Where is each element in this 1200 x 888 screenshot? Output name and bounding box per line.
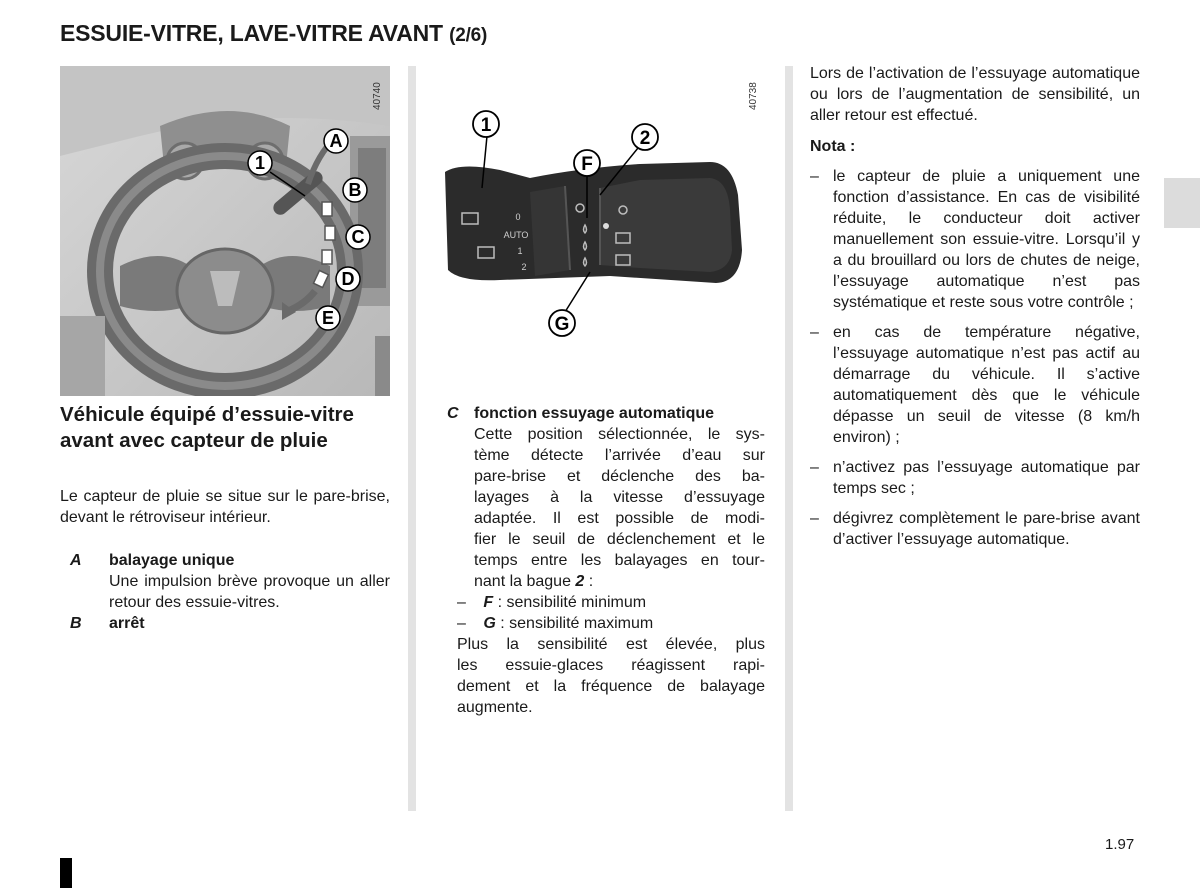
section-intro: Le capteur de pluie se situe sur le pare-brise, devant le rétroviseur intérieur. [60, 488, 390, 526]
nota-text: le capteur de pluie a uniquement une fonction d’assistance. En cas de visibilité réduite, le conducteur doit activer manuellement son essuie-vitre. Lorsqu’il y a du brouillard ou lors de chutes de neige, l’essuyage automatique n’est pas systématique et reste sous votre contrôle ; [833, 168, 1140, 311]
item-c-letter: C [447, 405, 459, 422]
item-c-line: fier le seuil de déclenchement et le [474, 531, 765, 548]
stalk-callout-2: 2 [639, 128, 651, 149]
page-title-text: ESSUIE-VITRE, LAVE-VITRE AVANT [60, 20, 443, 46]
nota-item [810, 322, 1140, 448]
stalk-marking-auto: AUTO [503, 230, 529, 240]
sensitivity-line: Plus la sensibilité est élevée, plus [457, 636, 765, 653]
nota-dash: – [810, 459, 819, 476]
nota-text: n’activez pas l’essuyage automatique par temps sec ; [833, 459, 1140, 497]
option-f-dash: – [457, 594, 466, 611]
section-heading: Véhicule équipé d’essuie-vitre avant avec capteur de pluie [60, 403, 354, 452]
right-intro: Lors de l’activation de l’essuyage automatique ou lors de l’augmentation de sensibilité, un aller retour est effectué. [810, 65, 1140, 124]
item-c-line: adaptée. Il est possible de modi- [474, 510, 765, 527]
stalk-callout-f: F [581, 154, 593, 175]
sensitivity-line: les essuie-glaces réagissent rapi- [457, 657, 765, 674]
photo-callout-b: B [348, 180, 362, 200]
nota-dash: – [810, 324, 819, 341]
item-b [70, 613, 390, 634]
column-divider-left [408, 66, 416, 811]
page-title-suffix: (2/6) [449, 25, 488, 46]
item-a-title: balayage unique [109, 552, 235, 569]
nota-text: dégivrez complètement le pare-brise avant d’activer l’essuyage automatique. [833, 510, 1140, 548]
figure-number-photo: 40740 [372, 82, 383, 110]
option-f-letter: F [483, 594, 494, 611]
auto-wipe-section [447, 403, 765, 718]
item-c-title: fonction essuyage automatique [474, 405, 715, 422]
chapter-tab-marker [1164, 178, 1200, 228]
nota-dash: – [810, 510, 819, 527]
item-c-line: temps entre les balayages en tour- [474, 552, 765, 569]
stalk-marking-2: 2 [521, 262, 527, 272]
right-column [810, 63, 1140, 559]
page-number: 1.97 [1105, 836, 1135, 853]
ring-number: 2 [575, 573, 585, 590]
nota-label: Nota : [810, 138, 856, 155]
photo-callout-a: A [329, 131, 343, 151]
nota-item [810, 508, 1140, 550]
option-f [457, 592, 765, 613]
ring-line [474, 571, 765, 592]
footer-marker [60, 858, 72, 888]
photo-callout-e: E [321, 308, 335, 328]
item-a-desc: Une impulsion brève provoque un aller retour des essuie-vitres. [109, 573, 390, 611]
stalk-callout-1: 1 [480, 115, 492, 136]
ring-text: nant la bague [474, 573, 576, 590]
photo-callout-d: D [341, 269, 355, 289]
stalk-marking-0: 0 [515, 212, 521, 222]
item-b-letter: B [70, 615, 82, 632]
nota-text: en cas de température négative, l’essuyage automatique n’est pas actif au démarrage du véhicule. Il s’active automatiquement dès que le véhicule dépasse un seuil de vitesse (8 km/h environ) ; [833, 324, 1140, 446]
nota-item [810, 457, 1140, 499]
sensitivity-line: augmente. [457, 699, 533, 716]
item-a-letter: A [70, 552, 82, 569]
sensitivity-line: dement et la fréquence de balayage [457, 678, 765, 695]
item-b-title: arrêt [109, 615, 145, 632]
item-c-line: pare-brise et déclenche des ba- [474, 468, 765, 485]
column-divider-right [785, 66, 793, 811]
item-a [70, 550, 390, 611]
option-g-text: : sensibilité maximum [495, 615, 654, 632]
photo-callout-1: 1 [254, 153, 266, 173]
wiper-stalk-diagram [440, 100, 760, 340]
item-c-line: layages à la vitesse d’essuyage [474, 489, 765, 506]
steering-wheel-photo [60, 66, 390, 396]
nota-dash: – [810, 168, 819, 185]
page-title [60, 20, 487, 47]
option-g-dash: – [457, 615, 466, 632]
stalk-callout-g: G [554, 314, 570, 335]
item-c-line: Cette position sélectionnée, le sys- [474, 426, 765, 443]
ring-text-end: : [584, 573, 594, 590]
figure-number-stalk: 40738 [748, 82, 759, 110]
option-g [457, 613, 765, 634]
photo-callout-c: C [351, 227, 365, 247]
item-c-line: tème détecte l’arrivée d’eau sur [474, 447, 765, 464]
option-g-letter: G [483, 615, 496, 632]
stalk-marking-1: 1 [517, 246, 523, 256]
nota-item [810, 166, 1140, 313]
option-f-text: : sensibilité minimum [493, 594, 647, 611]
